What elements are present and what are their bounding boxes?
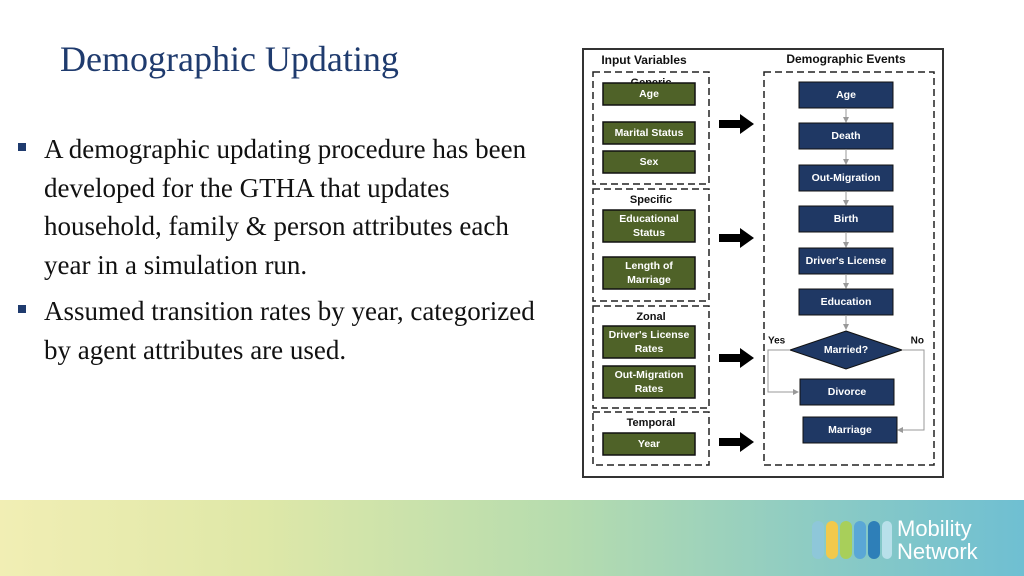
- logo-text-line1: Mobility: [897, 516, 972, 541]
- event-label: Birth: [833, 212, 859, 225]
- decision-yes-label: Yes: [768, 335, 786, 347]
- divorce-label: Divorce: [827, 385, 867, 398]
- demographic-flow-diagram: [582, 48, 944, 478]
- input-variable-label: Length of: [625, 259, 673, 272]
- input-variables-title: Input Variables: [601, 53, 687, 68]
- decision-label: Married?: [823, 343, 869, 356]
- slide-title: Demographic Updating: [60, 39, 399, 79]
- bullet-item-2: [18, 292, 558, 369]
- bullet-text-2: Assumed transition rates by year, categorized by agent attributes are used.: [44, 296, 535, 365]
- square-bullet-icon: [18, 305, 26, 313]
- square-bullet-icon: [18, 143, 26, 151]
- event-label: Driver's License: [805, 254, 887, 267]
- logo-text-line2: Network: [897, 539, 978, 564]
- input-variable-label: Driver's License: [608, 328, 690, 341]
- input-variable-label: Marriage: [627, 273, 671, 286]
- bullet-text-1: A demographic updating procedure has been developed for the GTHA that updates household, family & person attributes each year in a simulation run.: [44, 134, 527, 280]
- bullet-item-1: [18, 130, 558, 284]
- diagram-canvas: [582, 48, 944, 478]
- input-variable-label: Age: [639, 87, 659, 100]
- input-variable-label: Status: [632, 226, 666, 239]
- demographic-events-title: Demographic Events: [786, 52, 906, 67]
- input-variable-label: Educational: [619, 212, 679, 225]
- input-group-label-2: Specific: [629, 193, 673, 206]
- input-variable-label: Sex: [639, 155, 659, 168]
- event-label: Education: [820, 295, 872, 308]
- bullet-list: [18, 130, 558, 377]
- event-label: Out-Migration: [811, 171, 881, 184]
- input-variable-label: Marital Status: [614, 126, 684, 139]
- input-variable-label: Year: [637, 437, 661, 450]
- input-group-label-3: Zonal: [636, 310, 666, 323]
- event-label: Age: [836, 88, 856, 101]
- input-group-label-4: Temporal: [626, 416, 676, 429]
- marriage-label: Marriage: [828, 423, 872, 436]
- mobility-logo-icon: [810, 515, 894, 563]
- input-variable-label: Rates: [634, 342, 664, 355]
- decision-no-label: No: [910, 335, 924, 347]
- event-label: Death: [831, 129, 861, 142]
- input-variable-label: Out-Migration: [614, 368, 684, 381]
- input-variable-label: Rates: [634, 382, 664, 395]
